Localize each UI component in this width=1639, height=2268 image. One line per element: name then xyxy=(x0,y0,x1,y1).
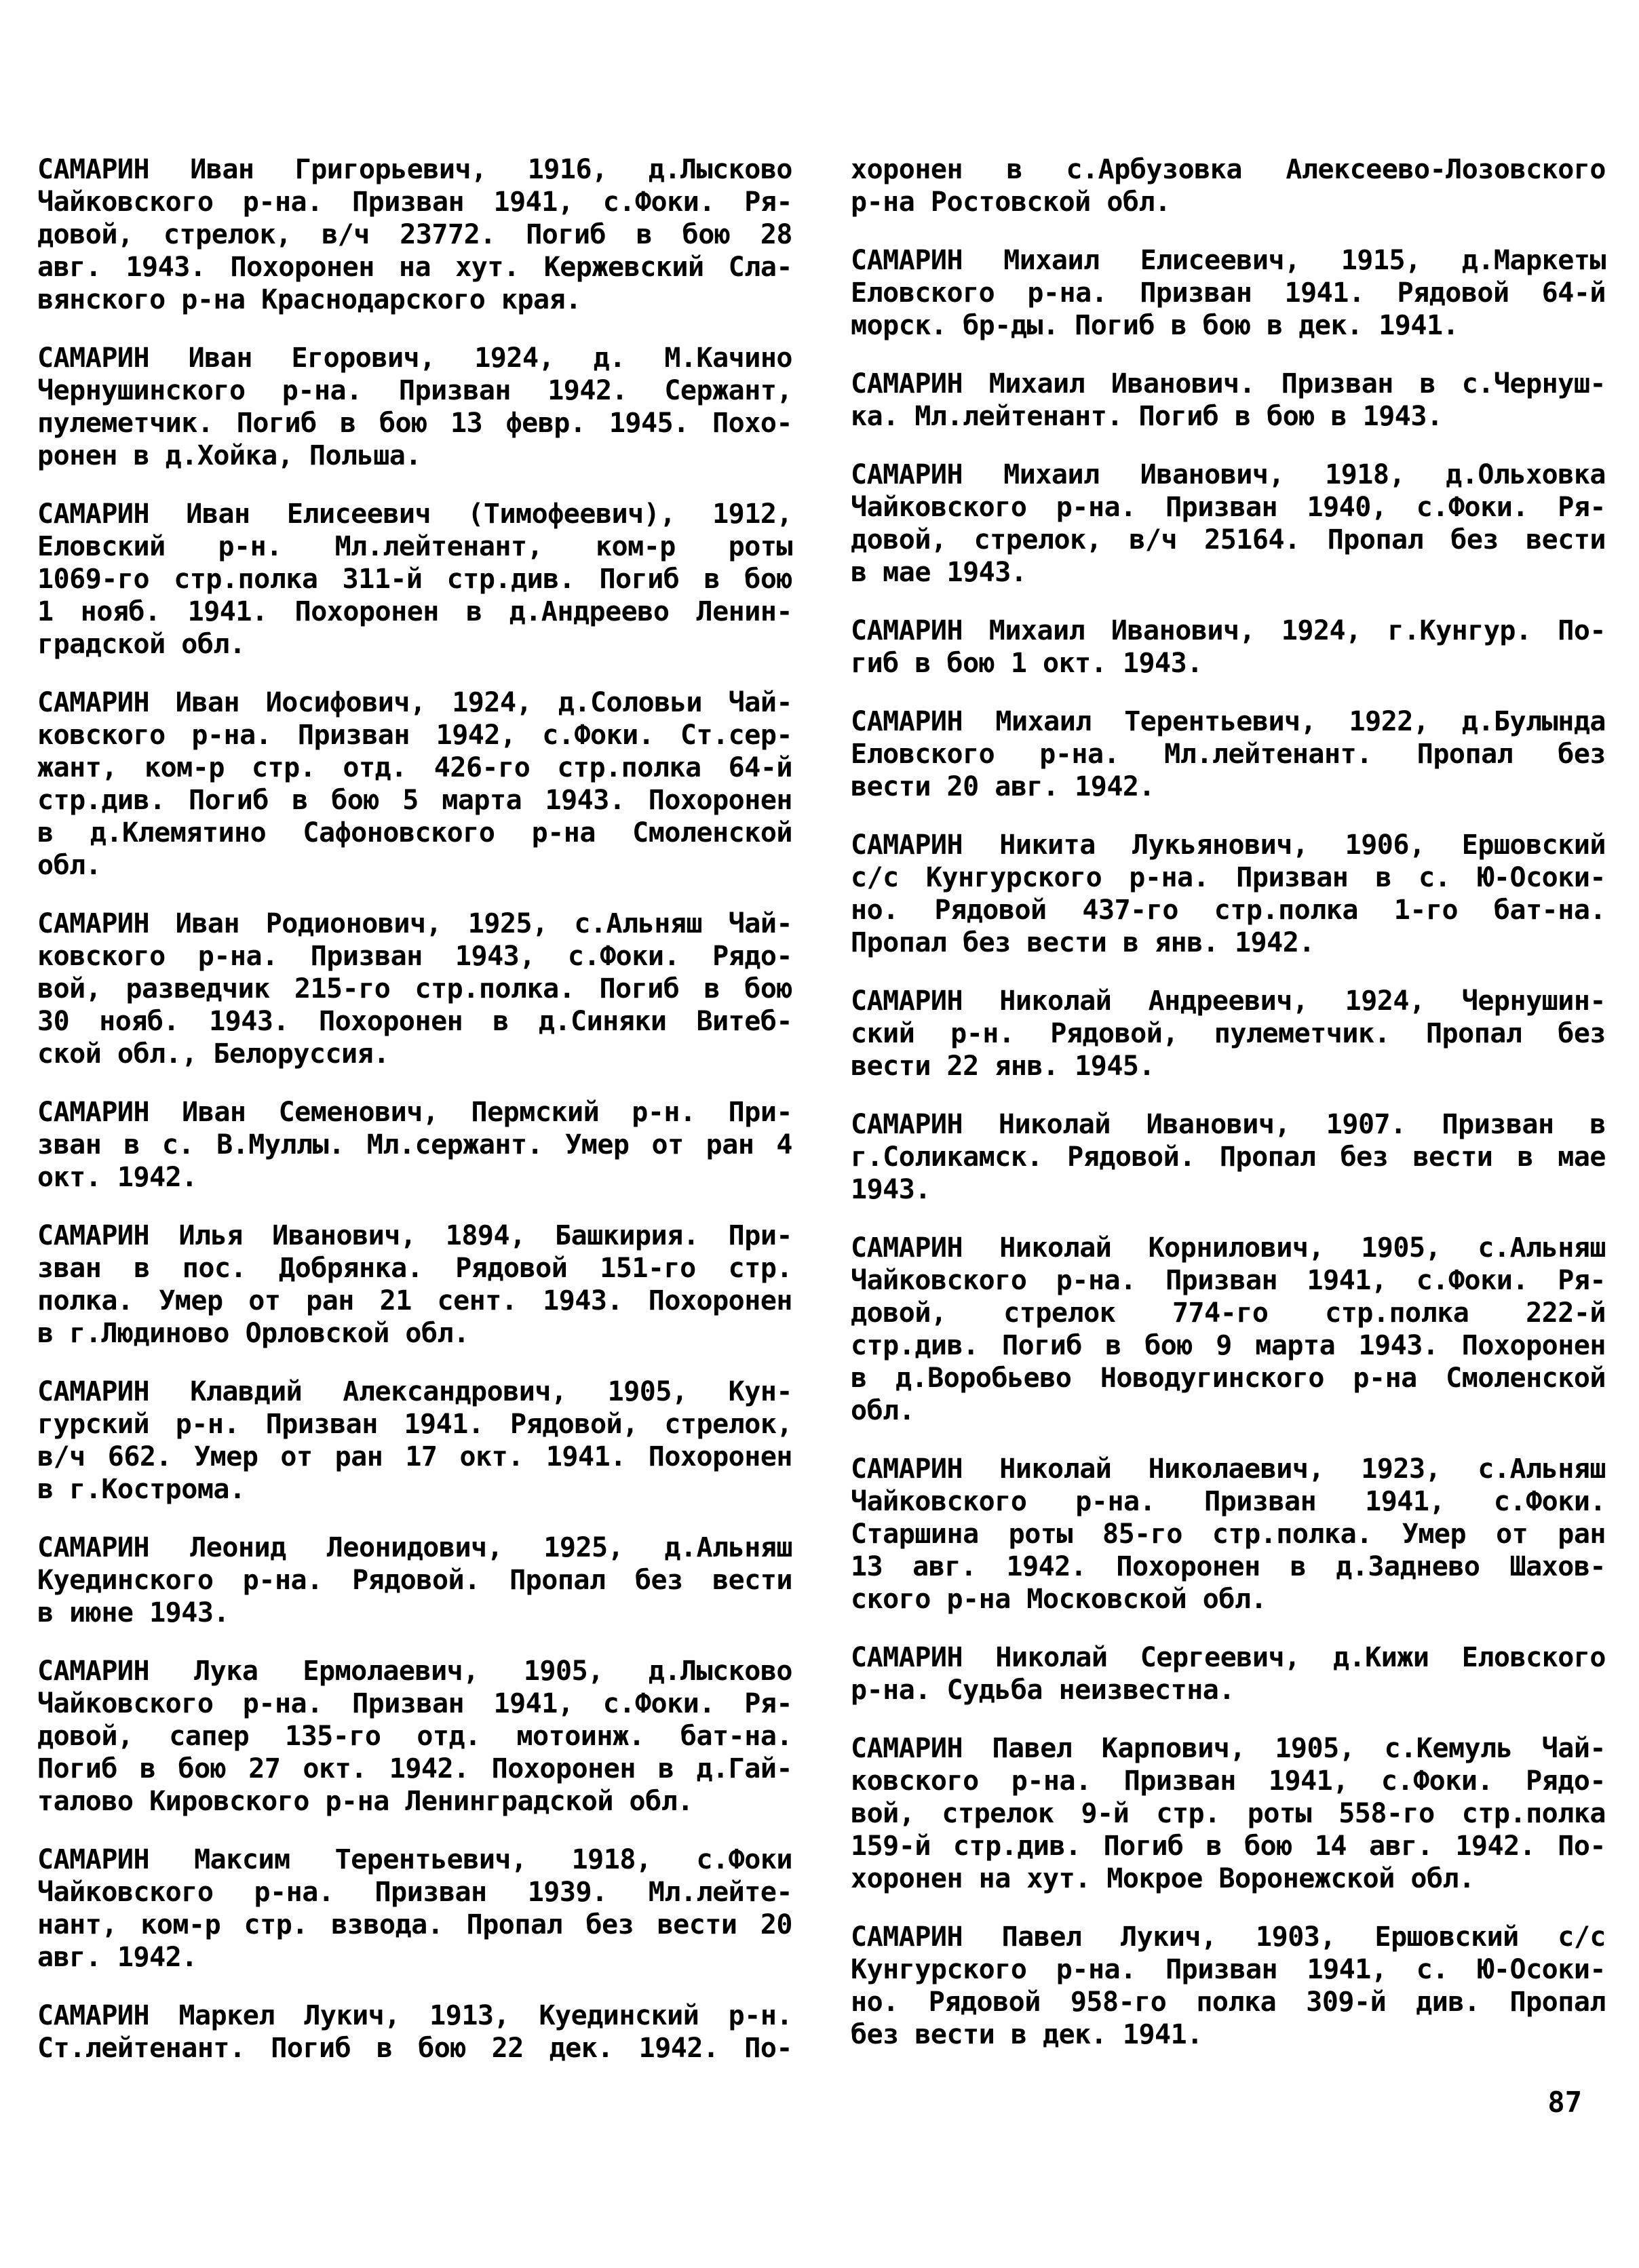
entry-line: САМАРИН Николай Николаевич, 1923, с.Альняш xyxy=(851,1453,1606,1485)
entry-line: 30 нояб. 1943. Похоронен в д.Синяки Витеб- xyxy=(37,1006,792,1037)
entry-line: САМАРИН Никита Лукьянович, 1906, Ершовский xyxy=(851,829,1606,861)
entry-line: САМАРИН Маркел Лукич, 1913, Куединский р-н. xyxy=(37,2000,792,2031)
entry-line: Чайковского р-на. Призван 1941, с.Фоки. Ря- xyxy=(851,1265,1606,1296)
entry-line: гиб в бою 1 окт. 1943. xyxy=(851,648,1203,679)
entry-line: САМАРИН Клавдий Александрович, 1905, Кун- xyxy=(37,1376,792,1407)
entry-line: но. Рядовой 958-го полка 309-й див. Пропал xyxy=(851,1987,1606,2018)
memorial-entry xyxy=(37,907,792,1070)
entry-line: ковского р-на. Призван 1941, с.Фоки. Рядо- xyxy=(851,1765,1606,1797)
page-number: 87 xyxy=(1547,2086,1582,2119)
entry-line: вой, разведчик 215-го стр.полка. Погиб в бою xyxy=(37,973,792,1004)
entry-line: 1069-го стр.полка 311-й стр.див. Погиб в бою xyxy=(37,564,792,595)
entry-line: Еловский р-н. Мл.лейтенант, ком-р роты xyxy=(37,531,792,562)
entry-line: талово Кировского р-на Ленинградской обл. xyxy=(37,1786,693,1817)
entry-line: стр.див. Погиб в бою 9 марта 1943. Похоронен xyxy=(851,1330,1606,1361)
entry-line: р-на Ростовской обл. xyxy=(851,187,1171,218)
entry-line: в мае 1943. xyxy=(851,557,1027,588)
entry-line: обл. xyxy=(851,1395,915,1426)
entry-line: довой, стрелок 774-го стр.полка 222-й xyxy=(851,1297,1606,1329)
entry-line: градской обл. xyxy=(37,629,246,660)
entry-line: в июне 1943. xyxy=(37,1597,229,1628)
entry-line: без вести в дек. 1941. xyxy=(851,2019,1203,2050)
memorial-entry xyxy=(851,368,1606,433)
entry-line: Чайковского р-на. Призван 1941, с.Фоки. xyxy=(851,1486,1606,1517)
memorial-entry xyxy=(851,1108,1606,1206)
entry-line: САМАРИН Михаил Терентьевич, 1922, д.Булында xyxy=(851,706,1606,737)
entry-line: Чернушинского р-на. Призван 1942. Сержант, xyxy=(37,375,792,406)
memorial-entry xyxy=(37,686,792,882)
entry-line: САМАРИН Иван Семенович, Пермский р-н. При- xyxy=(37,1097,792,1128)
entry-line: хоронен на хут. Мокрое Воронежской обл. xyxy=(851,1863,1475,1894)
right-column xyxy=(851,153,1606,2065)
entry-line: ка. Мл.лейтенант. Погиб в бою в 1943. xyxy=(851,401,1443,432)
memorial-entry xyxy=(851,1732,1606,1895)
entry-line: 1 нояб. 1941. Похоронен в д.Андреево Ленин- xyxy=(37,596,792,627)
entry-line: р-на. Судьба неизвестна. xyxy=(851,1675,1235,1706)
entry-line: ронен в д.Хойка, Польша. xyxy=(37,440,421,471)
memorial-entry xyxy=(37,1096,792,1194)
entry-line: авг. 1943. Похоронен на хут. Кержевский Сла- xyxy=(37,252,792,283)
entry-line: в г.Кострома. xyxy=(37,1474,246,1505)
memorial-entry xyxy=(851,705,1606,803)
entry-line: ской обл., Белоруссия. xyxy=(37,1038,389,1070)
entry-line: САМАРИН Павел Карпович, 1905, с.Кемуль Чай- xyxy=(851,1733,1606,1764)
entry-line: вянского р-на Краснодарского края. xyxy=(37,284,581,315)
entry-line: Чайковского р-на. Призван 1939. Мл.лейте- xyxy=(37,1877,792,1908)
memorial-entry xyxy=(37,1655,792,1818)
entry-line: Чайковского р-на. Призван 1941, с.Фоки. Ря- xyxy=(37,1688,792,1719)
entry-line: ского р-на Московской обл. xyxy=(851,1584,1267,1615)
memorial-entry xyxy=(37,498,792,661)
memorial-entry xyxy=(851,1232,1606,1427)
entry-line: САМАРИН Иван Григорьевич, 1916, д.Лысково xyxy=(37,154,792,185)
memorial-entry xyxy=(37,153,792,316)
entry-line: Ст.лейтенант. Погиб в бою 22 дек. 1942. По- xyxy=(37,2033,792,2064)
text-columns xyxy=(37,153,1606,2065)
memorial-entry xyxy=(37,342,792,472)
entry-line: довой, стрелок, в/ч 25164. Пропал без вести xyxy=(851,524,1606,555)
entry-line: окт. 1942. xyxy=(37,1162,197,1193)
memorial-entry xyxy=(37,1843,792,1974)
memorial-entry xyxy=(851,829,1606,959)
entry-line: Погиб в бою 27 окт. 1942. Похоронен в д.Гай- xyxy=(37,1753,792,1784)
entry-line: г.Соликамск. Рядовой. Пропал без вести в мае xyxy=(851,1141,1606,1173)
entry-line: в г.Людиново Орловской обл. xyxy=(37,1318,469,1349)
memorial-entry xyxy=(37,1531,792,1629)
entry-line: Еловского р-на. Призван 1941. Рядовой 64-й xyxy=(851,277,1606,309)
memorial-entry xyxy=(37,1999,792,2065)
memorial-entry xyxy=(851,458,1606,589)
entry-line: довой, сапер 135-го отд. мотоинж. бат-на. xyxy=(37,1721,792,1752)
entry-line: нант, ком-р стр. взвода. Пропал без вести 20 xyxy=(37,1909,792,1940)
entry-line: вой, стрелок 9-й стр. роты 558-го стр.полка xyxy=(851,1798,1606,1829)
entry-line: стр.див. Погиб в бою 5 марта 1943. Похоронен xyxy=(37,785,792,816)
entry-line: Пропал без вести в янв. 1942. xyxy=(851,927,1315,958)
memorial-entry-continuation xyxy=(851,153,1606,218)
entry-line: довой, стрелок, в/ч 23772. Погиб в бою 28 xyxy=(37,219,792,250)
entry-line: гурский р-н. Призван 1941. Рядовой, стрелок, xyxy=(37,1409,792,1440)
entry-line: зван в с. В.Муллы. Мл.сержант. Умер от ран 4 xyxy=(37,1129,792,1160)
entry-line: САМАРИН Николай Корнилович, 1905, с.Альняш xyxy=(851,1232,1606,1264)
entry-line: 1943. xyxy=(851,1174,931,1205)
entry-line: Еловского р-на. Мл.лейтенант. Пропал без xyxy=(851,739,1606,770)
memorial-entry xyxy=(851,985,1606,1082)
entry-line: САМАРИН Михаил Иванович. Призван в с.Чернуш- xyxy=(851,368,1606,399)
entry-line: авг. 1942. xyxy=(37,1942,197,1973)
entry-line: САМАРИН Николай Сергеевич, д.Кижи Еловского xyxy=(851,1642,1606,1673)
memorial-entry xyxy=(851,244,1606,342)
left-column xyxy=(37,153,792,2065)
entry-line: в д.Воробьево Новодугинского р-на Смоленской xyxy=(851,1363,1606,1394)
entry-line: Кунгурского р-на. Призван 1941, с. Ю-Осоки- xyxy=(851,1954,1606,1985)
entry-line: пулеметчик. Погиб в бою 13 февр. 1945. Похо- xyxy=(37,408,792,439)
entry-line: хоронен в с.Арбузовка Алексеево-Лозовского xyxy=(851,154,1606,185)
entry-line: САМАРИН Михаил Иванович, 1924, г.Кунгур. По- xyxy=(851,615,1606,646)
entry-line: с/с Кунгурского р-на. Призван в с. Ю-Осоки- xyxy=(851,862,1606,893)
memorial-entry xyxy=(851,1921,1606,2051)
entry-line: морск. бр-ды. Погиб в бою в дек. 1941. xyxy=(851,310,1459,341)
memorial-entry xyxy=(37,1219,792,1350)
entry-line: обл. xyxy=(37,850,102,881)
entry-line: САМАРИН Иван Елисеевич (Тимофеевич), 1912, xyxy=(37,498,792,530)
entry-line: полка. Умер от ран 21 сент. 1943. Похоронен xyxy=(37,1285,792,1316)
memorial-entry xyxy=(851,1641,1606,1706)
entry-line: САМАРИН Михаил Елисеевич, 1915, д.Маркеты xyxy=(851,245,1606,276)
entry-line: зван в пос. Добрянка. Рядовой 151-го стр. xyxy=(37,1253,792,1284)
entry-line: ский р-н. Рядовой, пулеметчик. Пропал без xyxy=(851,1018,1606,1049)
entry-line: в/ч 662. Умер от ран 17 окт. 1941. Похоронен xyxy=(37,1441,792,1472)
entry-line: жант, ком-р стр. отд. 426-го стр.полка 64-й xyxy=(37,752,792,783)
entry-line: САМАРИН Иван Иосифович, 1924, д.Соловьи Чай- xyxy=(37,687,792,718)
entry-line: САМАРИН Илья Иванович, 1894, Башкирия. При- xyxy=(37,1220,792,1251)
entry-line: Чайковского р-на. Призван 1940, с.Фоки. Ря- xyxy=(851,492,1606,523)
entry-line: САМАРИН Иван Егорович, 1924, д. М.Качино xyxy=(37,343,792,374)
entry-line: САМАРИН Иван Родионович, 1925, с.Альняш Чай- xyxy=(37,908,792,939)
entry-line: вести 20 авг. 1942. xyxy=(851,771,1155,802)
entry-line: Куединского р-на. Рядовой. Пропал без вести xyxy=(37,1565,792,1596)
entry-line: САМАРИН Михаил Иванович, 1918, д.Ольховка xyxy=(851,459,1606,490)
entry-line: но. Рядовой 437-го стр.полка 1-го бат-на. xyxy=(851,895,1606,926)
entry-line: САМАРИН Максим Терентьевич, 1918, с.Фоки xyxy=(37,1844,792,1875)
entry-line: ковского р-на. Призван 1943, с.Фоки. Рядо- xyxy=(37,941,792,972)
memorial-entry xyxy=(851,614,1606,680)
memorial-entry xyxy=(851,1453,1606,1616)
entry-line: вести 22 янв. 1945. xyxy=(851,1051,1155,1082)
entry-line: в д.Клемятино Сафоновского р-на Смоленской xyxy=(37,817,792,848)
entry-line: САМАРИН Павел Лукич, 1903, Ершовский с/с xyxy=(851,1921,1606,1953)
entry-line: Чайковского р-на. Призван 1941, с.Фоки. Ря- xyxy=(37,187,792,218)
entry-line: САМАРИН Леонид Леонидович, 1925, д.Альняш xyxy=(37,1532,792,1563)
entry-line: 159-й стр.див. Погиб в бою 14 авг. 1942. По- xyxy=(851,1831,1606,1862)
entry-line: 13 авг. 1942. Похоронен в д.Заднево Шахов- xyxy=(851,1551,1606,1582)
entry-line: ковского р-на. Призван 1942, с.Фоки. Ст.сер- xyxy=(37,720,792,751)
entry-line: САМАРИН Николай Иванович, 1907. Призван в xyxy=(851,1109,1606,1140)
entry-line: САМАРИН Николай Андреевич, 1924, Чернушин- xyxy=(851,985,1606,1017)
entry-line: САМАРИН Лука Ермолаевич, 1905, д.Лысково xyxy=(37,1656,792,1687)
entry-line: Старшина роты 85-го стр.полка. Умер от ран xyxy=(851,1519,1606,1550)
memorial-entry xyxy=(37,1375,792,1506)
